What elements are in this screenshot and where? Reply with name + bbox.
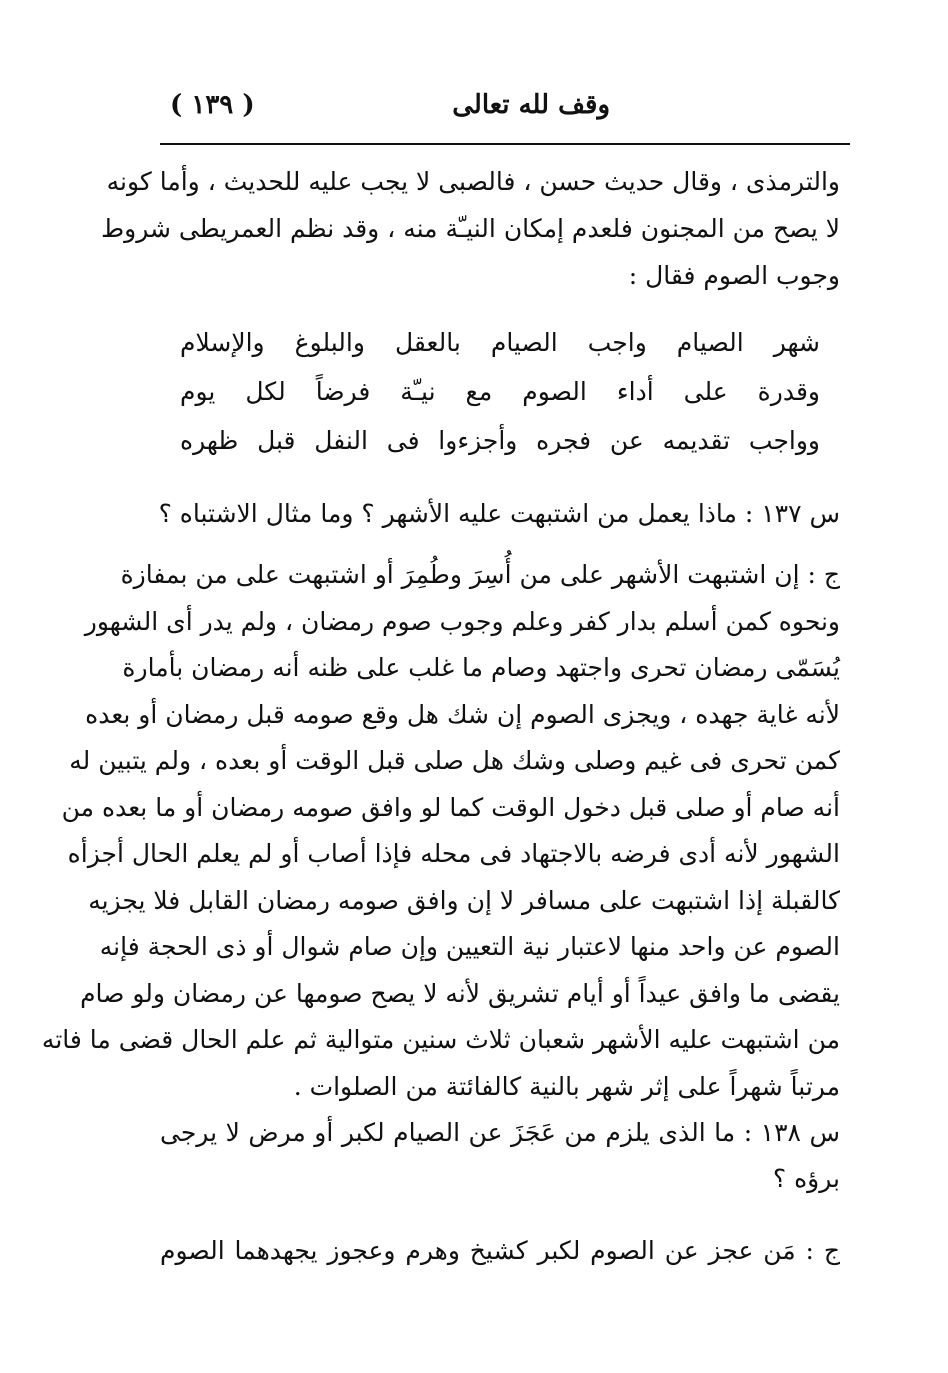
text-line: من اشتبهت عليه الأشهر شعبان ثلاث سنين متوالية ثم علم الحال قضى ما فاته [41,1025,840,1054]
poem-verses [180,318,820,465]
header-divider [160,143,850,145]
text-line: ج : مَن عجز عن الصوم لكبر كشيخ وهرم وعجوز يجهدهما الصوم [160,1236,840,1265]
text-line: ونحوه كمن أسلم بدار كفر وعلم وجوب صوم رمضان ، ولم يدر أى الشهور [84,606,840,636]
verse-line: وواجب تقديمه عن فجره وأجزءوا فى النفل قبل ظهره [180,426,820,455]
text-line: أنه صام أو صلى قبل دخول الوقت كما لو وافق صومه رمضان أو ما بعده من [61,792,840,822]
question-137 [160,492,840,536]
verse-line: شهر الصيام واجب الصيام بالعقل والبلوغ والإسلام [180,328,820,357]
answer-137 [41,552,840,1110]
text-line: كالقبلة إذا اشتبهت على مسافر لا إن وافق صومه رمضان القابل فلا يجزيه [88,885,840,915]
text-line: يقضى ما وافق عيداً أو أيام تشريق لأنه لا يصح صومها عن رمضان ولو صام [80,978,840,1008]
question-line: برؤه ؟ [772,1164,840,1193]
question-line: س ١٣٨ : ما الذى يلزم من عَجَزَ عن الصيام لكبر أو مرض لا يرجى [160,1118,840,1147]
intro-paragraph [101,158,840,299]
answer-138 [160,1228,840,1274]
question-line: س ١٣٧ : ماذا يعمل من اشتبهت عليه الأشهر ؟ وما مثال الاشتباه ؟ [158,499,840,528]
text-line: يُسَمّى رمضان تحرى واجتهد وصام ما غلب على ظنه أنه رمضان بأمارة [122,653,840,682]
question-138 [160,1110,840,1202]
text-line: لا يصح من المجنون فلعدم إمكان النيـّة منه ، وقد نظم العمريطى شروط [101,214,840,243]
page-header [160,88,850,132]
verse-line: وقدرة على أداء الصوم مع نيـّة فرضاً لكل يوم [180,377,820,406]
text-line: الشهور لأنه أدى فرضه بالاجتهاد فى محله فإذا أصاب أو لم يعلم الحال أجزأه [67,839,840,868]
page-number: ( ١٣٩ ) [170,90,255,120]
text-line: وجوب الصوم فقال : [628,261,840,290]
text-line: كمن تحرى فى غيم وصلى وشك هل صلى قبل الوقت أو بعده ، ولم يتبين له [69,746,840,775]
text-line: ج : إن اشتبهت الأشهر على من أُسِرَ وطُمِرَ أو اشتبهت على من بمفازة [120,560,840,589]
running-title: وقف لله تعالى [452,90,610,120]
text-line: لأنه غاية جهده ، ويجزى الصوم إن شك هل وقع صومه قبل رمضان أو بعده [85,699,840,729]
text-line: والترمذى ، وقال حديث حسن ، فالصبى لا يجب عليه للحديث ، وأما كونه [106,167,840,196]
text-line: الصوم عن واحد منها لاعتبار نية التعيين وإن صام شوال أو ذى الحجة فإنه [99,932,840,961]
text-line: مرتباً شهراً على إثر شهر بالنية كالفائتة من الصلوات . [293,1071,840,1101]
